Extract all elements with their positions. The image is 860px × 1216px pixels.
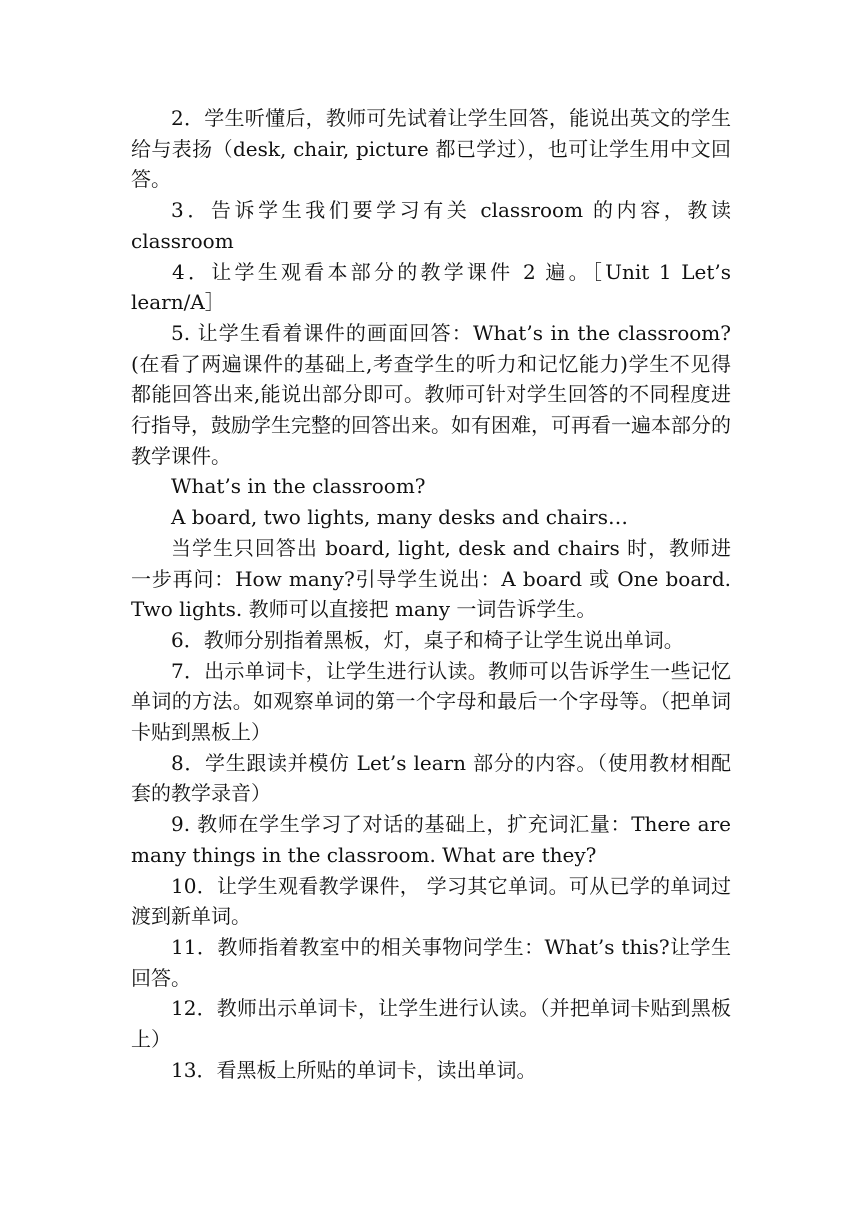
paragraph-step-6: 6．教师分别指着黑板，灯，桌子和椅子让学生说出单词。: [171, 627, 684, 652]
paragraph-step-2: 2．学生听懂后，教师可先试着让学生回答，能说出英文的学生给与表扬（desk, chair, picture 都已学过），也可让学生用中文回答。: [131, 106, 731, 192]
paragraph-followup: 当学生只回答出 board, light, desk and chairs 时，教师进一步再问：How many?引导学生说出：A board 或 One board. Two lights. 教师可以直接把 many 一词告诉学生。: [131, 535, 731, 622]
paragraph-step-12: 12．教师出示单词卡，让学生进行认读。（并把单词卡贴到黑板上）: [131, 996, 731, 1052]
document-body: [131, 103, 731, 1086]
paragraph-step-5: 5. 让学生看着课件的画面回答：What’s in the classroom? (在看了两遍课件的基础上,考查学生的听力和记忆能力)学生不见得都能回答出来,能说出部分即可。教师可针对学生回答的不同程度进行指导，鼓励学生完整的回答出来。如有困难，可再看一遍本部分的教学课件。: [131, 320, 731, 468]
paragraph-step-10: 10．让学生观看教学课件， 学习其它单词。可从已学的单词过渡到新单词。: [131, 873, 731, 929]
paragraph-question: What’s in the classroom?: [171, 474, 426, 499]
paragraph-answer: A board, two lights, many desks and chairs…: [171, 505, 628, 530]
paragraph-step-9: 9. 教师在学生学习了对话的基础上，扩充词汇量：There are many things in the classroom. What are they?: [131, 812, 731, 867]
paragraph-step-13: 13．看黑板上所贴的单词卡，读出单词。: [171, 1057, 537, 1082]
paragraph-step-4: 4．让学生观看本部分的教学课件 2 遍。［Unit 1 Let’s learn/A］: [131, 259, 731, 315]
paragraph-step-3: 3．告诉学生我们要学习有关 classroom 的内容，教读 classroom: [131, 198, 731, 253]
paragraph-step-8: 8．学生跟读并模仿 Let’s learn 部分的内容。（使用教材相配套的教学录音）: [131, 750, 731, 806]
paragraph-step-7: 7．出示单词卡，让学生进行认读。教师可以告诉学生一些记忆单词的方法。如观察单词的第一个字母和最后一个字母等。（把单词卡贴到黑板上）: [131, 658, 731, 745]
paragraph-step-11: 11．教师指着教室中的相关事物问学生：What’s this?让学生回答。: [131, 934, 731, 990]
